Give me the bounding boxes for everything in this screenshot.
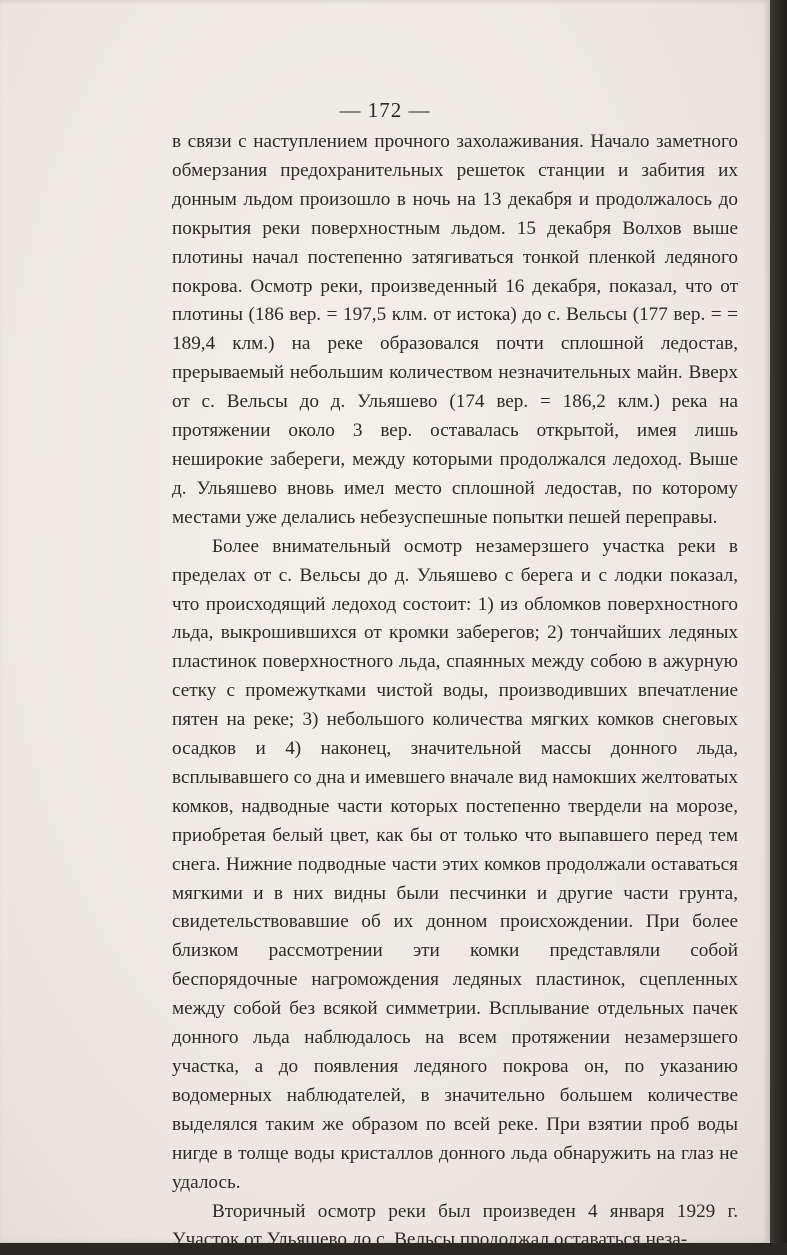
paragraph-2: Более внимательный осмотр незамерзшего участка реки в пределах от с. Вельсы до д. Ульяшево с берега и с лодки показал, что происходящий ледоход состоит: 1) из обломков поверхностного льда, выкрошившихся от кромки заберегов; 2) тончайших ледяных пластинок поверхностного льда, спаянных между собою в ажурную сетку с промежутками чистой воды, производивших впечатление пятен на реке; 3) небольшого количества мягких комков снеговых осадков и 4) наконец, значительной массы донного льда, всплывавшего со дна и имевшего вначале вид намокших желтоватых комков, надводные части которых постепенно твердели на морозе, приобретая белый цвет, как бы от только что выпавшего перед тем снега. Нижние подводные части этих комков продолжали оставаться мягкими и в них видны были песчинки и другие части грунта, свидетельствовавшие об их донном происхождении. При более близком рассмотрении эти комки представляли собой беспорядочные нагромождения ледяных пластинок, сцепленных между собой без всякой симметрии. Всплывание отдельных пачек донного льда наблюдалось на всем протяжении незамерзшего участка, а до появления ледяного покрова он, по указанию водомерных наблюдателей, в значительно большем количестве выделялся таким же образом по всей реке. При взятии проб воды нигде в толще воды кристаллов донного льда обнаружить на глаз не удалось. [172,535,739,1193]
book-spine-edge [770,0,787,1243]
paragraph-3: Вторичный осмотр реки был произведен 4 января 1929 г. Участок от Ульяшево до с. Вельсы продолжал оставаться неза- [172,1200,738,1251]
page-number: — 172 — [339,98,431,122]
body-text [172,128,738,1255]
paragraph-1: в связи с наступлением прочного захолаживания. Начало заметного обмерзания предохранительных решеток станции и забития их донным льдом произошло в ночь на 13 декабря и продолжалось до покрытия реки поверхностным льдом. 15 декабря Волхов выше плотины начал постепенно затягиваться тонкой пленкой ледяного покрова. Осмотр реки, произведенный 16 декабря, показал, что от плотины (186 вер. = 197,5 клм. от истока) до с. Вельсы (177 вер. = = 189,4 клм.) на реке образовался почти сплошной ледостав, прерываемый небольшим количеством незначительных майн. Вверх от с. Вельсы до д. Ульяшево (174 вер. = 186,2 клм.) река на протяжении около 3 вер. оставалась открытой, имея лишь неширокие забереги, между которыми продолжался ледоход. Выше д. Ульяшево вновь имел место сплошной ледостав, по которому местами уже делались небезуспешные попытки пешей переправы. [172,131,738,528]
